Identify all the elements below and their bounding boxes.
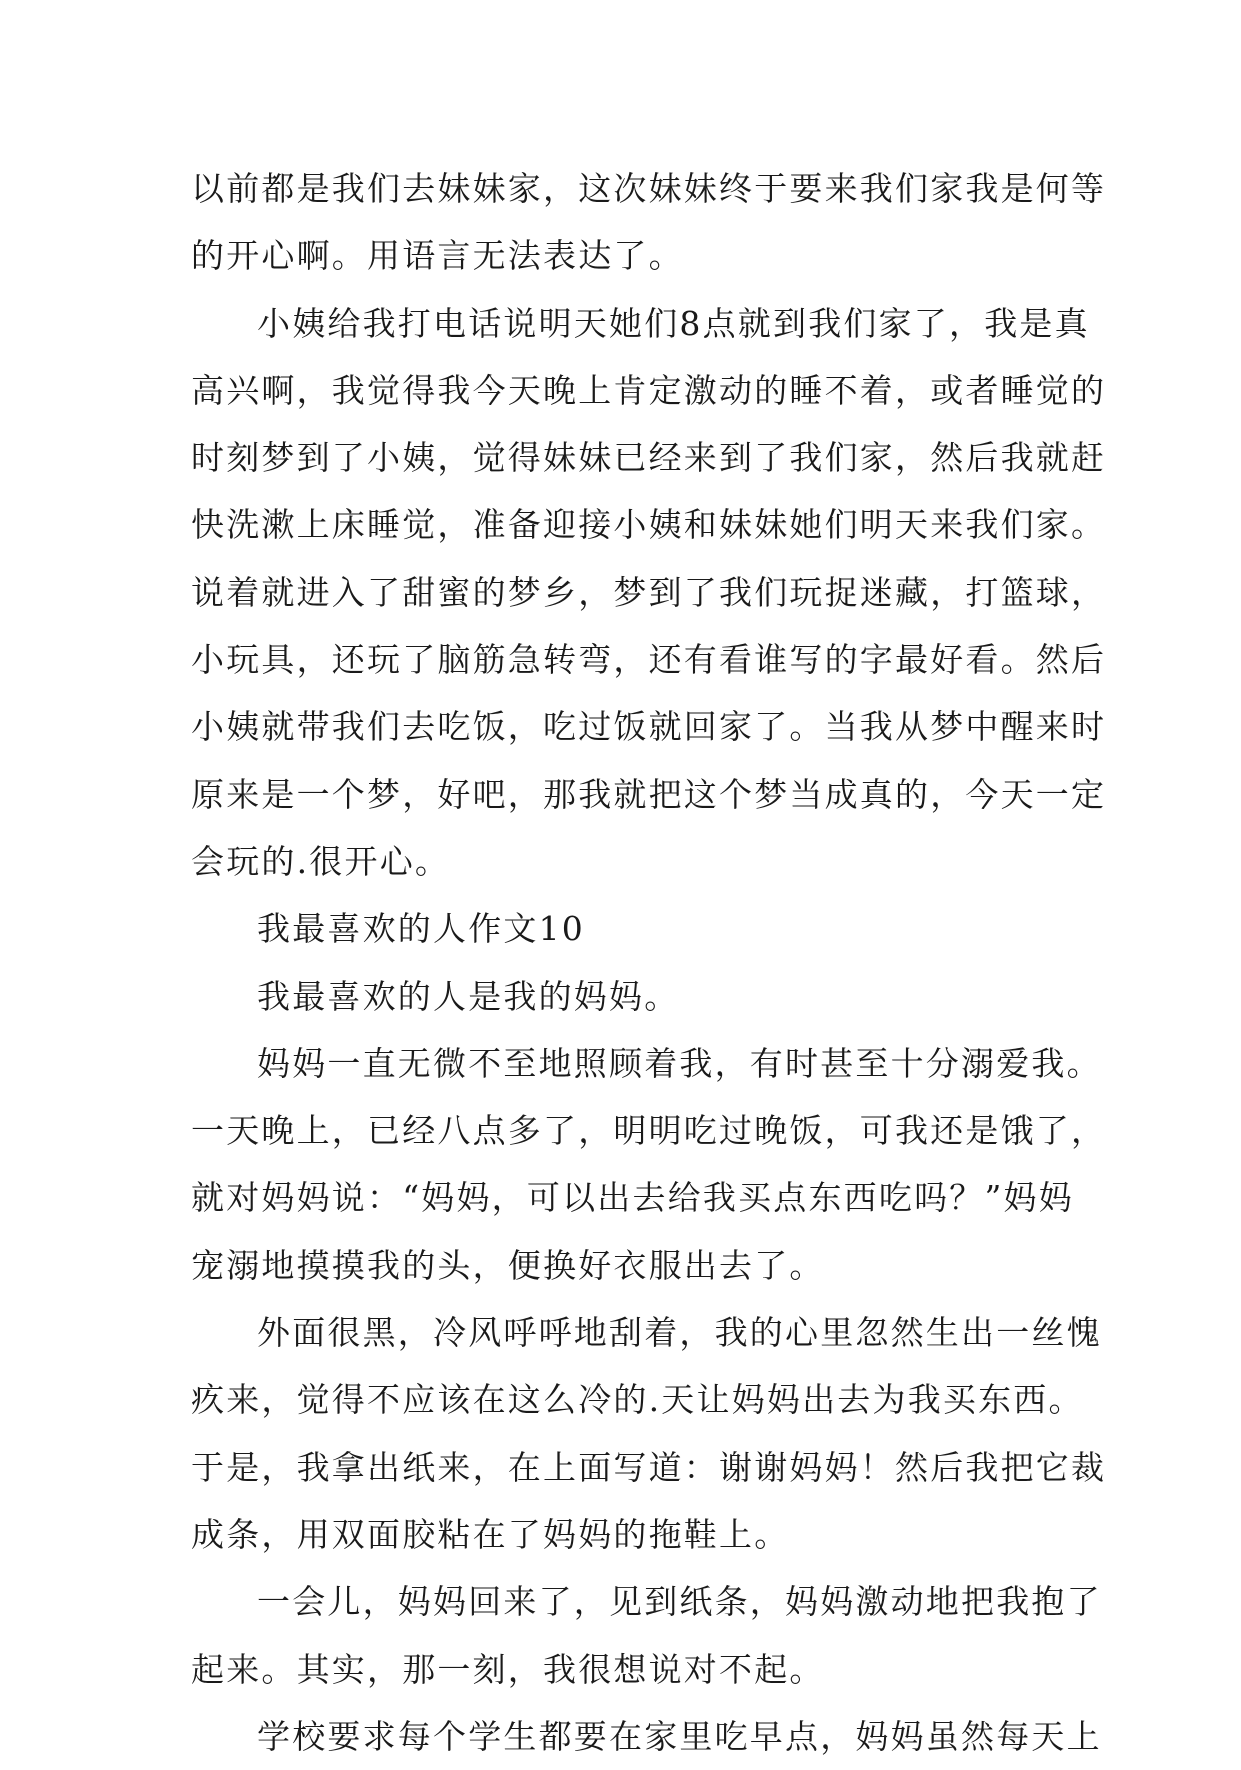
text-line: 我最喜欢的人作文10 [257,909,585,949]
text-line: 学校要求每个学生都要在家里吃早点，妈妈虽然每天上 [257,1716,1102,1756]
text-line: 一天晚上，已经八点多了，明明吃过晚饭，可我还是饿了， [191,1111,1107,1151]
text-line: 高兴啊，我觉得我今天晚上肯定激动的睡不着，或者睡觉的 [191,370,1107,410]
text-line: 原来是一个梦，好吧，那我就把这个梦当成真的，今天一定 [191,774,1107,814]
text-line: 时刻梦到了小姨，觉得妹妹已经来到了我们家，然后我就赶 [191,438,1107,478]
text-line: 妈妈一直无微不至地照顾着我，有时甚至十分溺爱我。 [257,1043,1102,1083]
text-line: 外面很黑，冷风呼呼地刮着，我的心里忽然生出一丝愧 [257,1313,1102,1353]
text-line: 起来。其实，那一刻，我很想说对不起。 [191,1649,825,1689]
text-line: 就对妈妈说：“妈妈，可以出去给我买点东西吃吗？”妈妈 [191,1178,1074,1218]
text-line: 说着就进入了甜蜜的梦乡，梦到了我们玩捉迷藏，打篮球， [191,572,1107,612]
text-line: 疚来，觉得不应该在这么冷的.天让妈妈出去为我买东西。 [191,1380,1084,1420]
text-line: 成条，用双面胶粘在了妈妈的拖鞋上。 [191,1514,790,1554]
text-line: 小姨就带我们去吃饭，吃过饭就回家了。当我从梦中醒来时 [191,707,1107,747]
text-line: 以前都是我们去妹妹家，这次妹妹终于要来我们家我是何等 [191,169,1107,208]
text-line: 宠溺地摸摸我的头，便换好衣服出去了。 [191,1245,825,1285]
text-line: 的开心啊。用语言无法表达了。 [191,236,684,276]
essay-text [191,155,1107,1770]
text-line: 一会儿，妈妈回来了，见到纸条，妈妈激动地把我抱了 [257,1582,1102,1622]
text-line: 小玩具，还玩了脑筋急转弯，还有看谁写的字最好看。然后 [191,640,1107,680]
text-line: 小姨给我打电话说明天她们8点就到我们家了，我是真 [257,303,1090,343]
text-line: 快洗漱上床睡觉，准备迎接小姨和妹妹她们明天来我们家。 [191,505,1107,545]
text-line: 于是，我拿出纸来，在上面写道：谢谢妈妈！然后我把它裁 [191,1447,1107,1487]
text-line: 会玩的.很开心。 [191,841,451,881]
text-line: 我最喜欢的人是我的妈妈。 [257,976,680,1016]
